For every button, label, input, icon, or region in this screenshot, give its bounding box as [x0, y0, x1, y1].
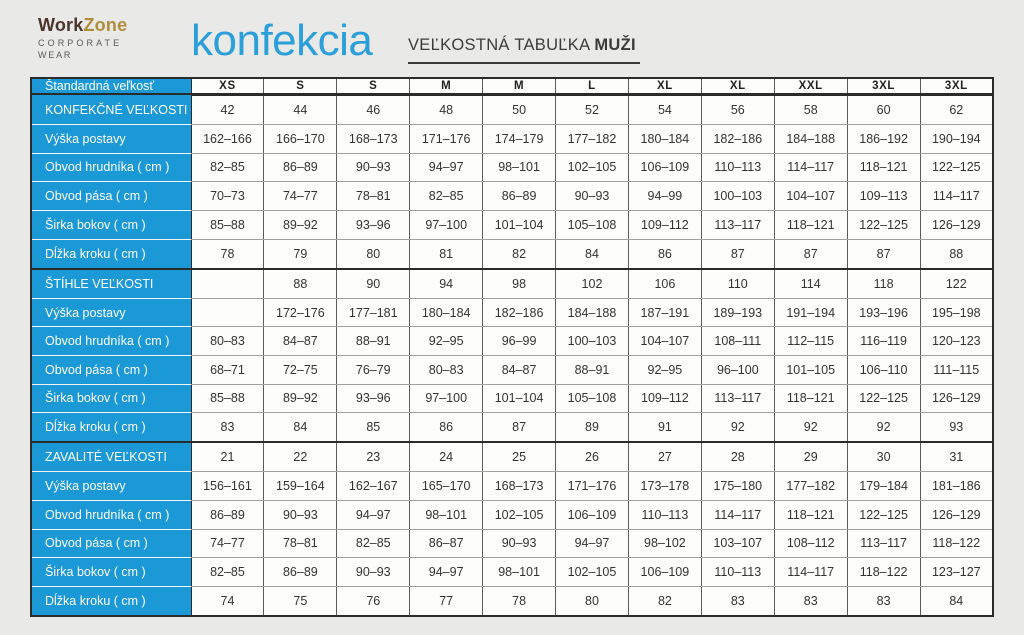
value-cell: 80–83 [410, 355, 483, 384]
value-cell: 23 [337, 442, 410, 472]
value-cell: 101–105 [774, 355, 847, 384]
value-cell: 106–109 [628, 153, 701, 182]
value-cell: 93–96 [337, 210, 410, 239]
value-cell: 22 [264, 442, 337, 472]
row-label: ŠTÍHLE VEĽKOSTI [31, 269, 191, 299]
value-cell: 52 [556, 94, 629, 125]
table-row [31, 355, 993, 384]
value-cell: 118–121 [774, 384, 847, 413]
value-cell: 104–107 [628, 327, 701, 356]
value-cell: 94 [410, 269, 483, 299]
value-cell: 82–85 [410, 182, 483, 211]
table-row [31, 384, 993, 413]
value-cell: 168–173 [483, 472, 556, 501]
row-label: Dĺžka kroku ( cm ) [31, 413, 191, 443]
value-cell: 92 [701, 413, 774, 443]
value-cell: 122–125 [847, 500, 920, 529]
value-cell: 189–193 [701, 298, 774, 327]
value-cell: 113–117 [701, 384, 774, 413]
row-label: Obvod pása ( cm ) [31, 529, 191, 558]
value-cell: 84 [556, 239, 629, 269]
value-cell: 92 [774, 413, 847, 443]
table-row [31, 153, 993, 182]
value-cell: 28 [701, 442, 774, 472]
value-cell: 56 [701, 94, 774, 125]
value-cell: 101–104 [483, 210, 556, 239]
value-cell: 171–176 [556, 472, 629, 501]
value-cell: 101–104 [483, 384, 556, 413]
value-cell: 89 [556, 413, 629, 443]
value-cell: 109–112 [628, 384, 701, 413]
value-cell: 87 [483, 413, 556, 443]
table-row [31, 210, 993, 239]
value-cell: 89–92 [264, 210, 337, 239]
value-cell: 98 [483, 269, 556, 299]
table-row [31, 298, 993, 327]
value-cell: 83 [701, 586, 774, 616]
value-cell: 118–121 [774, 500, 847, 529]
value-cell: 103–107 [701, 529, 774, 558]
value-cell: 84–87 [264, 327, 337, 356]
value-cell: 98–101 [483, 153, 556, 182]
value-cell: 168–173 [337, 125, 410, 154]
value-cell: 166–170 [264, 125, 337, 154]
value-cell: 191–194 [774, 298, 847, 327]
size-header-cell: M [483, 78, 556, 94]
value-cell: 162–166 [191, 125, 264, 154]
value-cell: 48 [410, 94, 483, 125]
value-cell: 83 [847, 586, 920, 616]
value-cell: 82–85 [337, 529, 410, 558]
size-header-cell: 3XL [920, 78, 993, 94]
logo-wordmark [38, 16, 127, 36]
value-cell: 92–95 [628, 355, 701, 384]
value-cell: 70–73 [191, 182, 264, 211]
value-cell: 25 [483, 442, 556, 472]
logo-zone: Zone [83, 15, 128, 35]
value-cell: 58 [774, 94, 847, 125]
value-cell: 93–96 [337, 384, 410, 413]
value-cell: 54 [628, 94, 701, 125]
size-header-cell: S [337, 78, 410, 94]
value-cell: 162–167 [337, 472, 410, 501]
value-cell: 24 [410, 442, 483, 472]
value-cell: 98–101 [410, 500, 483, 529]
row-label: Širka bokov ( cm ) [31, 558, 191, 587]
logo-corporate: CORPORATE [38, 37, 123, 48]
value-cell: 77 [410, 586, 483, 616]
value-cell: 78–81 [337, 182, 410, 211]
value-cell: 102–105 [556, 153, 629, 182]
value-cell: 90 [337, 269, 410, 299]
row-label: Obvod hrudníka ( cm ) [31, 153, 191, 182]
value-cell: 118–121 [774, 210, 847, 239]
size-header-cell: XXL [774, 78, 847, 94]
value-cell: 76–79 [337, 355, 410, 384]
value-cell: 88 [264, 269, 337, 299]
value-cell: 180–184 [410, 298, 483, 327]
value-cell: 78 [191, 239, 264, 269]
value-cell: 68–71 [191, 355, 264, 384]
value-cell: 91 [628, 413, 701, 443]
value-cell: 85–88 [191, 210, 264, 239]
value-cell: 78 [483, 586, 556, 616]
value-cell: 187–191 [628, 298, 701, 327]
size-table-body [31, 94, 993, 616]
row-label: Výška postavy [31, 472, 191, 501]
value-cell: 98–101 [483, 558, 556, 587]
table-row [31, 529, 993, 558]
table-row [31, 558, 993, 587]
value-cell: 110 [701, 269, 774, 299]
value-cell: 177–182 [774, 472, 847, 501]
value-cell: 114–117 [920, 182, 993, 211]
logo-work: Work [38, 15, 84, 35]
value-cell: 174–179 [483, 125, 556, 154]
value-cell: 105–108 [556, 384, 629, 413]
subtitle-emphasis: MUŽI [594, 36, 636, 54]
size-header-row [31, 78, 993, 94]
value-cell: 88–91 [556, 355, 629, 384]
value-cell: 94–99 [628, 182, 701, 211]
value-cell: 195–198 [920, 298, 993, 327]
value-cell: 96–100 [701, 355, 774, 384]
size-table [30, 77, 994, 617]
table-row [31, 239, 993, 269]
value-cell: 90–93 [264, 500, 337, 529]
value-cell: 109–113 [847, 182, 920, 211]
value-cell: 110–113 [701, 153, 774, 182]
value-cell: 114–117 [774, 558, 847, 587]
row-label: Dĺžka kroku ( cm ) [31, 239, 191, 269]
section-row [31, 94, 993, 125]
value-cell: 156–161 [191, 472, 264, 501]
value-cell: 106 [628, 269, 701, 299]
value-cell: 98–102 [628, 529, 701, 558]
value-cell: 106–109 [556, 500, 629, 529]
value-cell: 106–109 [628, 558, 701, 587]
value-cell: 109–112 [628, 210, 701, 239]
table-row [31, 327, 993, 356]
value-cell: 42 [191, 94, 264, 125]
value-cell: 60 [847, 94, 920, 125]
value-cell: 171–176 [410, 125, 483, 154]
value-cell: 44 [264, 94, 337, 125]
value-cell: 177–182 [556, 125, 629, 154]
value-cell: 175–180 [701, 472, 774, 501]
value-cell: 86–87 [410, 529, 483, 558]
value-cell: 88 [920, 239, 993, 269]
value-cell: 100–103 [701, 182, 774, 211]
value-cell: 80–83 [191, 327, 264, 356]
value-cell: 92–95 [410, 327, 483, 356]
value-cell [191, 269, 264, 299]
value-cell: 182–186 [483, 298, 556, 327]
value-cell: 165–170 [410, 472, 483, 501]
value-cell: 85 [337, 413, 410, 443]
value-cell: 72–75 [264, 355, 337, 384]
value-cell: 84 [264, 413, 337, 443]
value-cell: 92 [847, 413, 920, 443]
value-cell: 190–194 [920, 125, 993, 154]
value-cell: 87 [701, 239, 774, 269]
row-label: Obvod pása ( cm ) [31, 182, 191, 211]
value-cell: 181–186 [920, 472, 993, 501]
value-cell: 122–125 [847, 384, 920, 413]
value-cell: 86–89 [264, 558, 337, 587]
section-row [31, 269, 993, 299]
value-cell: 118 [847, 269, 920, 299]
size-header-cell: XL [701, 78, 774, 94]
value-cell: 90–93 [483, 529, 556, 558]
value-cell: 113–117 [847, 529, 920, 558]
value-cell: 87 [774, 239, 847, 269]
value-cell: 27 [628, 442, 701, 472]
value-cell: 184–188 [556, 298, 629, 327]
value-cell: 93 [920, 413, 993, 443]
value-cell: 102–105 [483, 500, 556, 529]
brand-title: konfekcia [191, 16, 373, 65]
table-row [31, 500, 993, 529]
table-row [31, 125, 993, 154]
value-cell: 84–87 [483, 355, 556, 384]
value-cell: 86–89 [264, 153, 337, 182]
row-label: ZAVALITÉ VEĽKOSTI [31, 442, 191, 472]
value-cell [191, 298, 264, 327]
value-cell: 114–117 [774, 153, 847, 182]
row-label: Výška postavy [31, 298, 191, 327]
value-cell: 83 [191, 413, 264, 443]
value-cell: 90–93 [556, 182, 629, 211]
value-cell: 81 [410, 239, 483, 269]
value-cell: 82 [628, 586, 701, 616]
size-header-cell: 3XL [847, 78, 920, 94]
row-label: Obvod hrudníka ( cm ) [31, 327, 191, 356]
value-cell: 186–192 [847, 125, 920, 154]
size-header-cell: XL [628, 78, 701, 94]
value-cell: 30 [847, 442, 920, 472]
value-cell: 82–85 [191, 153, 264, 182]
section-row [31, 442, 993, 472]
value-cell: 102 [556, 269, 629, 299]
value-cell: 97–100 [410, 384, 483, 413]
size-header-cell: L [556, 78, 629, 94]
value-cell: 105–108 [556, 210, 629, 239]
table-row [31, 472, 993, 501]
value-cell: 86–89 [483, 182, 556, 211]
value-cell: 106–110 [847, 355, 920, 384]
value-cell: 116–119 [847, 327, 920, 356]
row-label: Výška postavy [31, 125, 191, 154]
value-cell: 126–129 [920, 500, 993, 529]
value-cell: 126–129 [920, 384, 993, 413]
value-cell: 86–89 [191, 500, 264, 529]
value-cell: 88–91 [337, 327, 410, 356]
value-cell: 90–93 [337, 558, 410, 587]
value-cell: 96–99 [483, 327, 556, 356]
size-header-cell: M [410, 78, 483, 94]
row-label: Obvod hrudníka ( cm ) [31, 500, 191, 529]
subtitle-text: VEĽKOSTNÁ TABUĽKA [408, 36, 591, 54]
workzone-logo [38, 16, 127, 61]
value-cell: 94–97 [337, 500, 410, 529]
value-cell: 177–181 [337, 298, 410, 327]
value-cell: 113–117 [701, 210, 774, 239]
value-cell: 102–105 [556, 558, 629, 587]
value-cell: 114–117 [701, 500, 774, 529]
value-cell: 180–184 [628, 125, 701, 154]
value-cell: 31 [920, 442, 993, 472]
value-cell: 86 [628, 239, 701, 269]
value-cell: 82–85 [191, 558, 264, 587]
value-cell: 122–125 [847, 210, 920, 239]
value-cell: 82 [483, 239, 556, 269]
value-cell: 89–92 [264, 384, 337, 413]
value-cell: 75 [264, 586, 337, 616]
value-cell: 94–97 [556, 529, 629, 558]
value-cell: 97–100 [410, 210, 483, 239]
table-row [31, 413, 993, 443]
value-cell: 123–127 [920, 558, 993, 587]
value-cell: 80 [337, 239, 410, 269]
value-cell: 50 [483, 94, 556, 125]
value-cell: 159–164 [264, 472, 337, 501]
value-cell: 100–103 [556, 327, 629, 356]
logo-wear: WEAR [38, 49, 73, 60]
value-cell: 74–77 [264, 182, 337, 211]
value-cell: 118–122 [920, 529, 993, 558]
value-cell: 118–121 [847, 153, 920, 182]
value-cell: 46 [337, 94, 410, 125]
value-cell: 94–97 [410, 558, 483, 587]
page-subtitle [408, 36, 640, 64]
value-cell: 87 [847, 239, 920, 269]
table-row [31, 182, 993, 211]
value-cell: 112–115 [774, 327, 847, 356]
table-corner-cell: Štandardná veľkosť [31, 78, 191, 94]
value-cell: 126–129 [920, 210, 993, 239]
value-cell: 193–196 [847, 298, 920, 327]
value-cell: 122–125 [920, 153, 993, 182]
value-cell: 90–93 [337, 153, 410, 182]
value-cell: 29 [774, 442, 847, 472]
value-cell: 85–88 [191, 384, 264, 413]
value-cell: 86 [410, 413, 483, 443]
value-cell: 74–77 [191, 529, 264, 558]
value-cell: 108–112 [774, 529, 847, 558]
value-cell: 172–176 [264, 298, 337, 327]
value-cell: 184–188 [774, 125, 847, 154]
value-cell: 104–107 [774, 182, 847, 211]
value-cell: 83 [774, 586, 847, 616]
value-cell: 122 [920, 269, 993, 299]
value-cell: 74 [191, 586, 264, 616]
value-cell: 179–184 [847, 472, 920, 501]
table-row [31, 586, 993, 616]
value-cell: 110–113 [628, 500, 701, 529]
value-cell: 84 [920, 586, 993, 616]
row-label: Širka bokov ( cm ) [31, 384, 191, 413]
value-cell: 62 [920, 94, 993, 125]
size-header-cell: S [264, 78, 337, 94]
size-header-cell: XS [191, 78, 264, 94]
value-cell: 118–122 [847, 558, 920, 587]
value-cell: 110–113 [701, 558, 774, 587]
value-cell: 26 [556, 442, 629, 472]
value-cell: 108–111 [701, 327, 774, 356]
value-cell: 94–97 [410, 153, 483, 182]
value-cell: 76 [337, 586, 410, 616]
value-cell: 173–178 [628, 472, 701, 501]
row-label: Širka bokov ( cm ) [31, 210, 191, 239]
value-cell: 78–81 [264, 529, 337, 558]
value-cell: 80 [556, 586, 629, 616]
value-cell: 114 [774, 269, 847, 299]
value-cell: 182–186 [701, 125, 774, 154]
value-cell: 111–115 [920, 355, 993, 384]
row-label: Obvod pása ( cm ) [31, 355, 191, 384]
value-cell: 120–123 [920, 327, 993, 356]
row-label: Dĺžka kroku ( cm ) [31, 586, 191, 616]
value-cell: 21 [191, 442, 264, 472]
row-label: KONFEKČNÉ VEĽKOSTI [31, 94, 191, 125]
value-cell: 79 [264, 239, 337, 269]
